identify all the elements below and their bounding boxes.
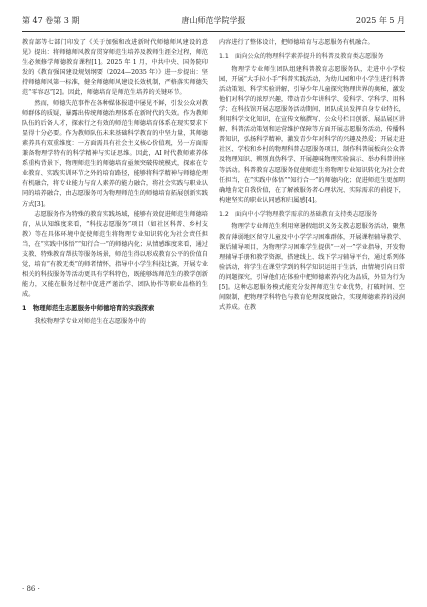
paragraph: 内容进行了整体设计，把师德培育与志愿服务有机融合。 <box>219 39 374 46</box>
paragraph: 物理学专业师生团队组建科普教育志愿服务队，走进中小学校园，开展“大手拉小手”科普实践活动，为幼儿园和中小学生进行科普活动策划、科学实验讲解，引导少年儿童探究物理世界的奥秘，激发他们对科学的浓厚兴趣，带动青少年讲科学、爱科学、学科学、用科学；在科技馆开展志愿服务活动期间，团队成员发挥自身专业特长，利用科学文化知识，在宣传文稿撰写、公众号栏目创新、展品展区讲解、科普活动策划和运营维护保障等方面开展志愿服务活动，传播科普知识，弘扬科学精神，激发青少年对科学的兴趣及热爱；开展走进社区、学校和乡村的物理科普志愿服务项目，制作科普展板向公众普及物理知识、辨别真伪科学、开展趣味物理实验演示、举办科普讲座等活动。科普教育志愿服务促使师范生将物理专业知识转化为社会责任担当，在“实践中体悟”“知行合一”的师德内化；促进师范生更加明确地肯定自我价值，在了解被服务者心理状况、实际需求的前提下，构建坚实的职业认同感和归属感[4]。 <box>219 65 405 204</box>
subsection-heading: 1.2 面向中小学物理教学需求的基础教育支持类志愿服务 <box>219 210 378 218</box>
running-header <box>22 14 405 28</box>
journal-name: 唐山师范学院学报 <box>181 16 246 25</box>
paragraph: 志愿服务作为特殊的教育实践场域，能够有效促进师范生师德培育，从认知维度来看，“科技志愿服务”项目（如社区科普、乡村支教）等在具体环境中促使师范生将物理专业知识转化为社会责任担当，在“实践中体悟”“知行合一”的师德内化；从情感维度来看，通过支教、特殊教育帮扶等服务场景，师范生得以形成教育公平的价值自觉，培育“有教无类”的师者情怀，指导中小学生科技比赛，开展专业相关的科技服务等活动更具有学科特色，既能够练师范生的教学创新能力，又能在服务过程中促进严谨治学、团队协作等职业品格的生成。 <box>22 210 208 299</box>
right-column <box>219 38 405 313</box>
paragraph: 然而，师德失范事件在各种媒体报道中屡见不鲜，引发公众对教师群体的质疑，暴露出传统师德治理体系在新时代的失效。作为教师队伍的后备人才，探索行之有效的师范生师德培育体系在现实要求下显得十分必要。作为教师队伍未来基础科学教育的中坚力量，其师德素养具有双重维度：一方面需具有社会主义核心价值观，另一方面需兼备物理学特有的科学精神与实证思维。因此，AI 时代教师素养体系重构背景下，物理师范生的师德培育亟须突破传统模式，探索在专业教育、实践实训环节之外的培育路径，能够将科学精神与师德伦理有机融合，将专业能力与育人素养的能力融合，将社会实践与职业认同的培养融合，由志愿服务可为物理师范生的师德培育拓展创新实践方式[3]。 <box>22 99 208 208</box>
paragraph: 教育部等七部门印发了《关于加强和改进新时代师德师风建设的意见》提出：将师德师风教育贯穿师范生培养及教师生涯全过程，师范生必须修学师德教育课程[1]。2025 年 1 月，中共中央、国务院印发的《教育强国建设规划纲要（2024—2035 年）》进一步提出：坚持师德师风第一标准，健全师德师风建设长效机制，严格落实师德失范“零容忍”[2]。因此，师德培育是师范生培养的关键环节。 <box>22 39 208 97</box>
paragraph: 我校物理学专业对师范生在志愿服务中的 <box>34 317 146 325</box>
left-column <box>22 38 208 327</box>
subsection-heading: 1.1 面向公众的物理科学素养提升的科普及教育类志愿服务 <box>219 53 384 61</box>
header-rule <box>22 31 405 32</box>
section-heading: 1 物理师范生志愿服务中师德培育的实践探索 <box>22 304 155 313</box>
volume-issue: 第 47 卷第 3 期 <box>22 16 80 25</box>
paragraph: 物理学专业师范生利用寒暑假组织义务支教志愿服务活动，聚焦教育薄弱地区留守儿童及中小学学习困难群体，开展课程辅导教学、课后辅导项目，为物理学习困难学生提供“一对一”学业指导，开发物理辅导手册和教学资源，搭建线上、线下学习辅导平台，通过系列体验活动，将学生在课堂学到的科学知识运用于生活，由情境引向日常的问题探究，引导他们在体验中把师德素养内化为品质，外显为行为[5]。这种志愿服务模式能充分发挥师范生专业优势，打破时间、空间限制，把物理学科特色与教育伦理深度融合，实现师德素养的浸润式养成。在教 <box>219 223 405 312</box>
page-number: · 86 · <box>22 585 40 593</box>
issue-date: 2025 年 5 月 <box>355 16 405 25</box>
